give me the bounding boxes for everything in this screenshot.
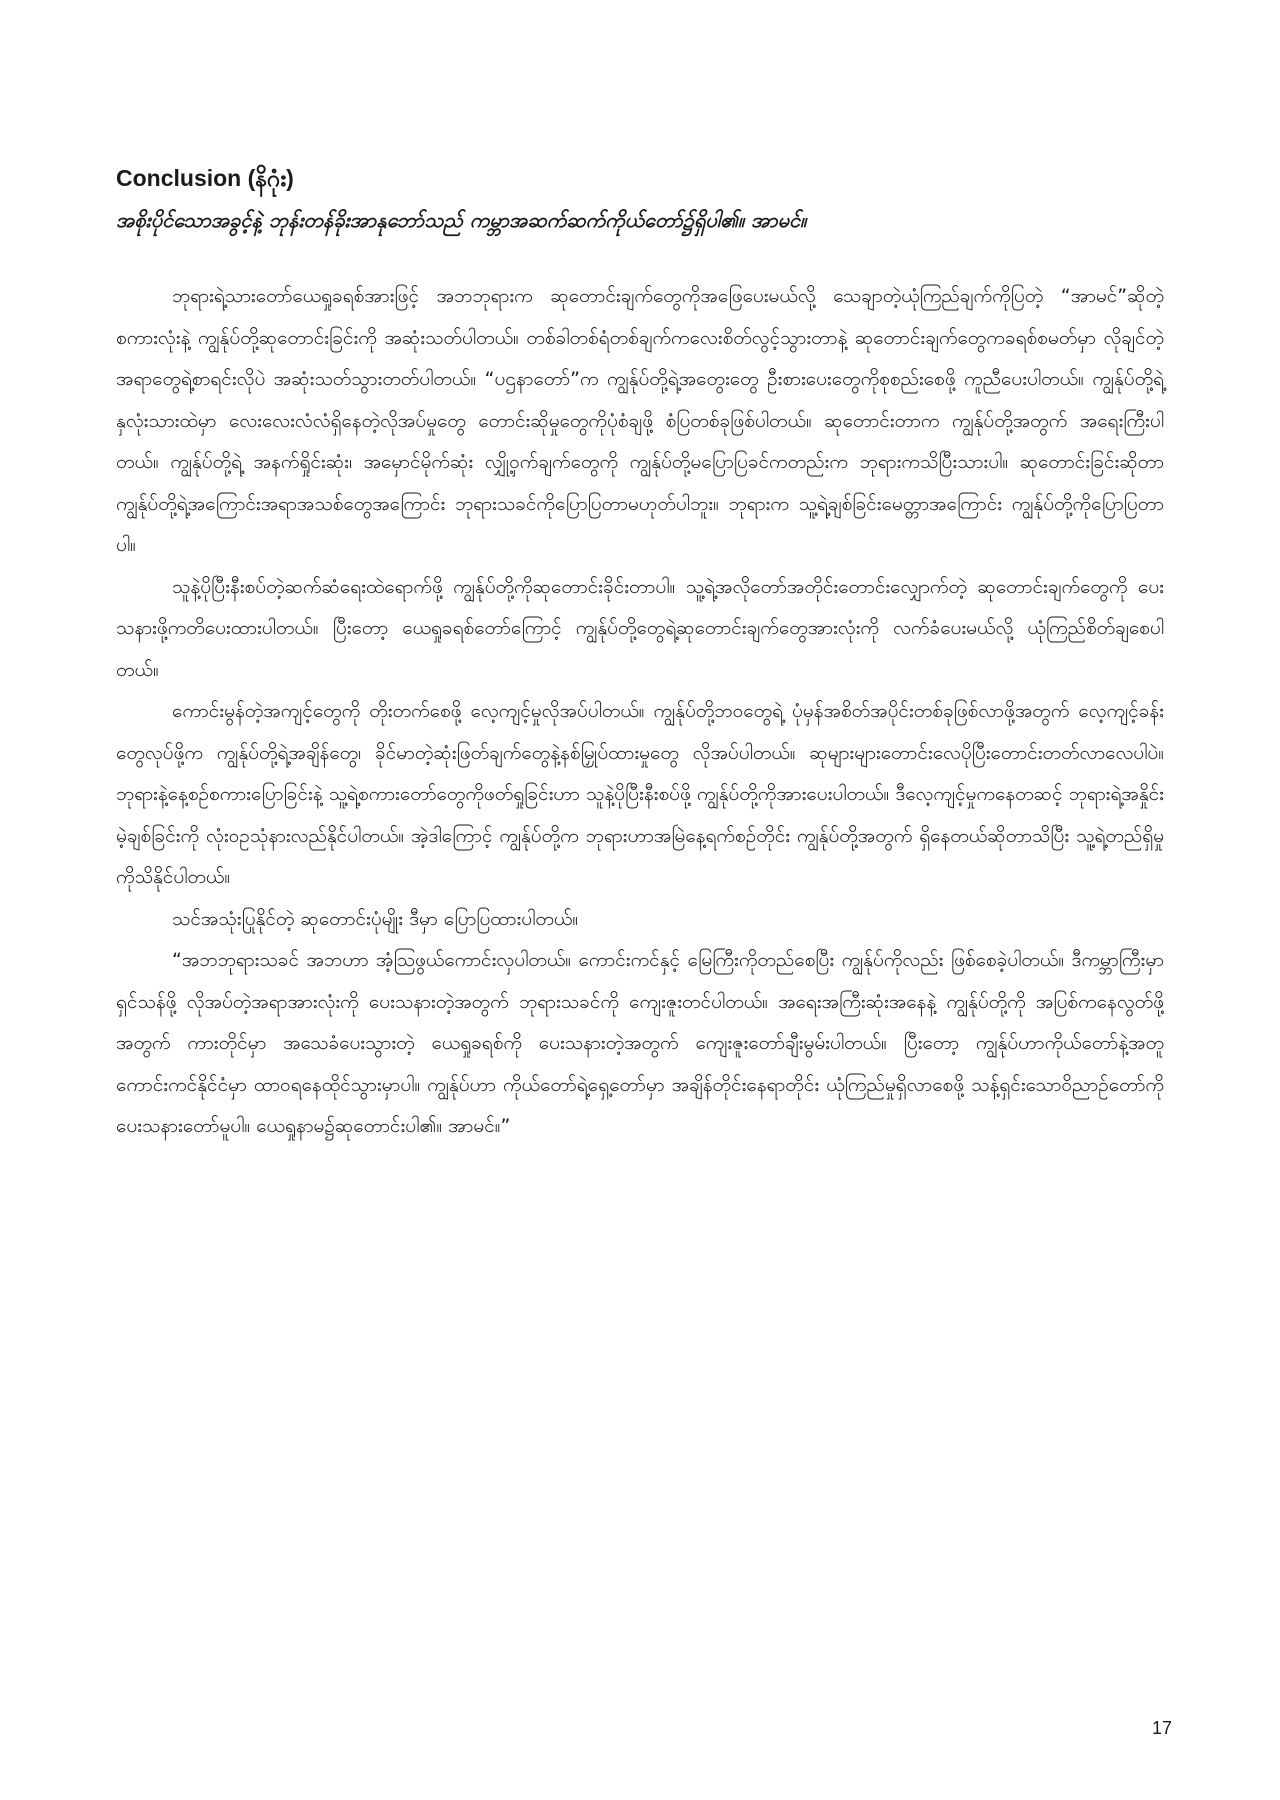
paragraph: “အဘဘုရားသခင် အဘဟာ အံ့သြဖွယ်ကောင်းလှပါတယ်။ ကောင်းကင်နှင့် မြေကြီးကိုတည်စေပြီး ကျွန်ုပ်ကိုလည်း ဖြစ်စေခဲ့ပါတယ်။ ဒီကမ္ဘာကြီးမှာ ရှင်သန်ဖို့ လိုအပ်တဲ့အရာအားလုံးကို ပေးသနားတဲ့အတွက် ဘုရားသခင်ကို ကျေးဇူးတင်ပါတယ်။ အရေးအကြီးဆုံးအနေနဲ့ ကျွန်ုပ်တို့ကို အပြစ်ကနေလွတ်ဖို့အတွက် ကားတိုင်မှာ အသေခံပေးသွားတဲ့ ယေရှုခရစ်ကို ပေးသနားတဲ့အတွက် ကျေးဇူးတော်ချီးမွမ်းပါတယ်။ ပြီးတော့ ကျွန်ုပ်ဟာကိုယ်တော်နဲ့အတူ ကောင်းကင်နိုင်ငံမှာ ထာဝရနေထိုင်သွားမှာပါ။ ကျွန်ုပ်ဟာ ကိုယ်တော်ရဲ့ရှေ့တော်မှာ အချိန်တိုင်းနေရာတိုင်း ယုံကြည်မှုရှိလာစေဖို့ သန့်ရှင်းသောဝိညာဉ်တော်ကို ပေးသနားတော်မူပါ။ ယေရှုနာမ၌ဆုတောင်းပါ၏။ အာမင်။”: [116, 949, 1164, 1137]
paragraph: သင်အသုံးပြုနိုင်တဲ့ ဆုတောင်းပုံမျိုး ဒီမှာ ပြောပြထားပါတယ်။: [172, 907, 579, 930]
paragraph: သူနဲ့ပိုပြီးနီးစပ်တဲ့ဆက်ဆံရေးထဲရောက်ဖို့ ကျွန်ုပ်တို့ကိုဆုတောင်းခိုင်းတာပါ။ သူ့ရဲ့အလိုတော်အတိုင်းတောင်းလျှောက်တဲ့ ဆုတောင်းချက်တွေကို ပေးသနားဖို့ကတိပေးထားပါတယ်။ ပြီးတော့ ယေရှုခရစ်တော်ကြောင့် ကျွန်ုပ်တို့တွေရဲ့ဆုတောင်းချက်တွေအားလုံးကို လက်ခံပေးမယ်လို့ ယုံကြည်စိတ်ချစေပါတယ်။: [116, 575, 1164, 681]
section-subtitle: အစိုးပိုင်သောအခွင့်နဲ့ ဘုန်းတန်ခိုးအာနုဘော်သည် ကမ္ဘာအဆက်ဆက်ကိုယ်တော်၌ရှိပါ၏။ အာမင်။: [116, 208, 807, 232]
page-number: 17: [1151, 1718, 1172, 1738]
body-text: [116, 276, 1164, 1148]
section-heading: Conclusion (နိဂုံး): [116, 165, 294, 191]
paragraph: ကောင်းမွန်တဲ့အကျင့်တွေကို တိုးတက်စေဖို့ လေ့ကျင့်မှုလိုအပ်ပါတယ်။ ကျွန်ုပ်တို့ဘဝတွေရဲ့ ပုံမှန်အစိတ်အပိုင်းတစ်ခုဖြစ်လာဖို့အတွက် လေ့ကျင့်ခန်းတွေလုပ်ဖို့က ကျွန်ုပ်တို့ရဲ့အချိန်တွေ၊ ခိုင်မာတဲ့ဆုံးဖြတ်ချက်တွေနဲ့နစ်မြှုပ်ထားမှုတွေ လိုအပ်ပါတယ်။ ဆုများများတောင်းလေပိုပြီးတောင်းတတ်လာလေပါပဲ။ ဘုရားနဲ့နေ့စဉ်စကားပြောခြင်းနဲ့ သူ့ရဲ့စကားတော်တွေကိုဖတ်ရှုခြင်းဟာ သူနဲ့ပိုပြီးနီးစပ်ဖို့ ကျွန်ုပ်တို့ကိုအားပေးပါတယ်။ ဒီလေ့ကျင့်မှုကနေတဆင့် ဘုရားရဲ့အနှိုင်းမဲ့ချစ်ခြင်းကို လုံးဝဥသုံနားလည်နိုင်ပါတယ်။ အဲ့ဒါကြောင့် ကျွန်ုပ်တို့က ဘုရားဟာအမြဲနေ့ရက်စဉ်တိုင်း ကျွန်ုပ်တို့အတွက် ရှိနေတယ်ဆိုတာသိပြီး သူ့ရဲ့တည်ရှိမှုကိုသိနိုင်ပါတယ်။: [116, 700, 1164, 888]
paragraph: ဘုရားရဲ့သားတော်ယေရှုခရစ်အားဖြင့် အဘဘုရားက ဆုတောင်းချက်တွေကိုအဖြေပေးမယ်လို့ သေချာတဲ့ယုံကြည်ချက်ကိုပြတဲ့ “အာမင်”ဆိုတဲ့စကားလုံးနဲ့ ကျွန်ုပ်တို့ဆုတောင်းခြင်းကို အဆုံးသတ်ပါတယ်။ တစ်ခါတစ်ရံတစ်ချက်ကလေးစိတ်လွင့်သွားတာနဲ့ ဆုတောင်းချက်တွေကခရစ်စမတ်မှာ လိုချင်တဲ့အရာတွေရဲ့စာရင်းလိုပဲ အဆုံးသတ်သွားတတ်ပါတယ်။ “ပဌနာတော်”က ကျွန်ုပ်တို့ရဲ့အတွေးတွေ ဦးစားပေးတွေကိုစုစည်းစေဖို့ ကူညီပေးပါတယ်။ ကျွန်ုပ်တို့ရဲ့နှလုံးသားထဲမှာ လေးလေးလံလံရှိနေတဲ့လိုအပ်မှုတွေ တောင်းဆိုမှုတွေကိုပုံစံချဖို့ စံပြတစ်ခုဖြစ်ပါတယ်။ ဆုတောင်းတာက ကျွန်ုပ်တို့အတွက် အရေးကြီးပါတယ်။ ကျွန်ုပ်တို့ရဲ့ အနက်ရှိုင်းဆုံး၊ အမှောင်မိုက်ဆုံး လျှို့ဝှက်ချက်တွေကို ကျွန်ုပ်တို့မပြောပြခင်ကတည်းက ဘုရားကသိပြီးသားပါ။ ဆုတောင်းခြင်းဆိုတာ ကျွန်ုပ်တို့ရဲ့အကြောင်းအရာအသစ်တွေအကြောင်း ဘုရားသခင်ကိုပြောပြတာမဟုတ်ပါဘူး။ ဘုရားက သူ့ရဲ့ချစ်ခြင်းမေတ္တာအကြောင်း ကျွန်ုပ်တို့ကိုပြောပြတာပါ။: [116, 285, 1164, 556]
